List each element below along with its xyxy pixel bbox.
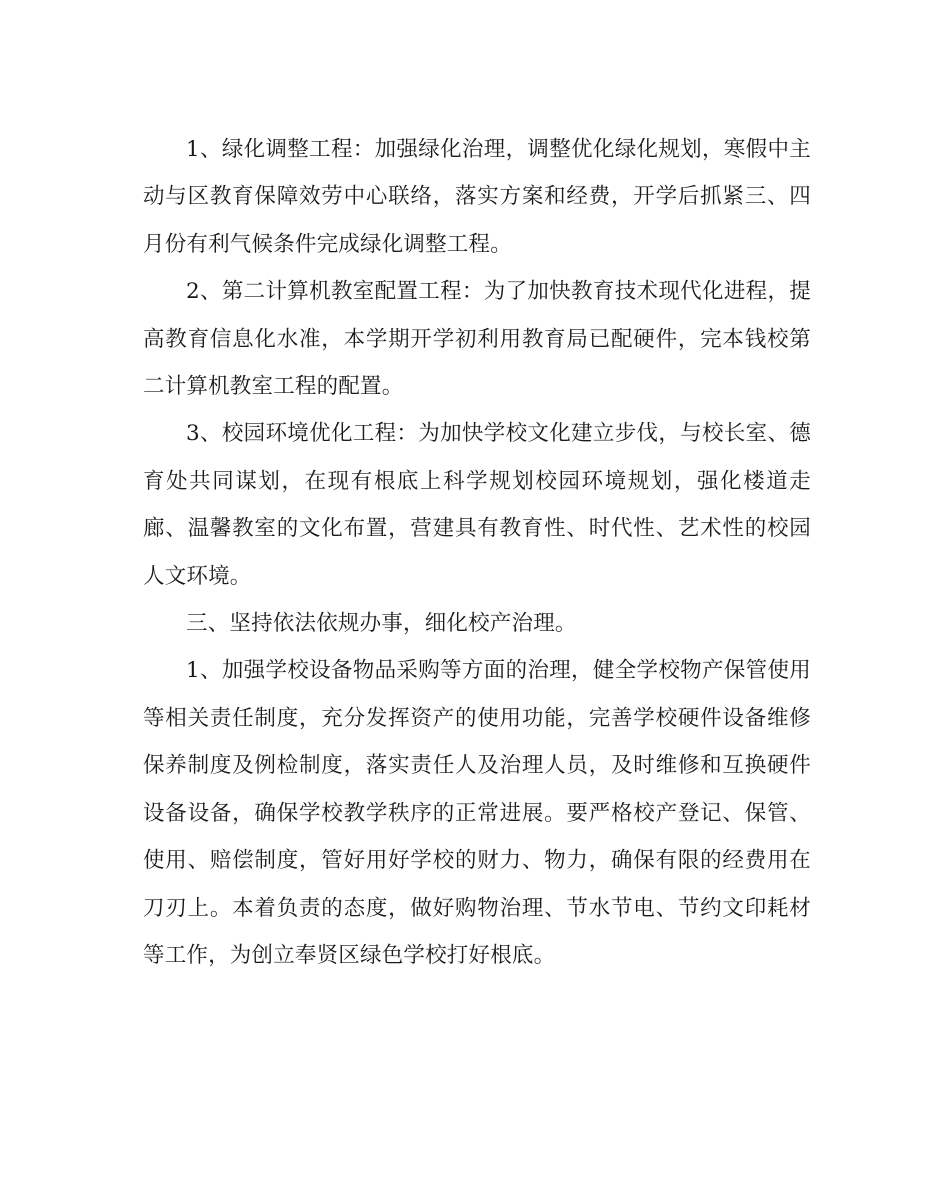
paragraph-asset-management: 1、加强学校设备物品采购等方面的治理，健全学校物产保管使用等相关责任制度，充分发挥资产的使用功能，完善学校硬件设备维修保养制度及例检制度，落实责任人及治理人员，及时维修和互换硬件设备设备，确保学校教学秩序的正常进展。要严格校产登记、保管、使用、赔偿制度，管好用好学校的财力、物力，确保有限的经费用在刀刃上。本着负责的态度，做好购物治理、节水节电、节约文印耗材等工作，为创立奉贤区绿色学校打好根底。 xyxy=(143,658,811,968)
paragraph-computer-lab-project: 2、第二计算机教室配置工程：为了加快教育技术现代化进程，提高教育信息化水准，本学期开学初利用教育局已配硬件，完本钱校第二计算机教室工程的配置。 xyxy=(143,279,811,400)
paragraph-greening-project: 1、绿化调整工程：加强绿化治理，调整优化绿化规划，寒假中主动与区教育保障效劳中心联络，落实方案和经费，开学后抓紧三、四月份有利气候条件完成绿化调整工程。 xyxy=(143,137,811,257)
section-heading-asset-management: 三、坚持依法依规办事，细化校产治理。 xyxy=(186,611,577,637)
paragraph-campus-environment-project: 3、校园环境优化工程：为加快学校文化建立步伐，与校长室、德育处共同谋划，在现有根底上科学规划校园环境规划，强化楼道走廊、温馨教室的文化布置，营建具有教育性、时代性、艺术性的校园人文环境。 xyxy=(143,421,811,589)
document-body xyxy=(143,126,811,979)
